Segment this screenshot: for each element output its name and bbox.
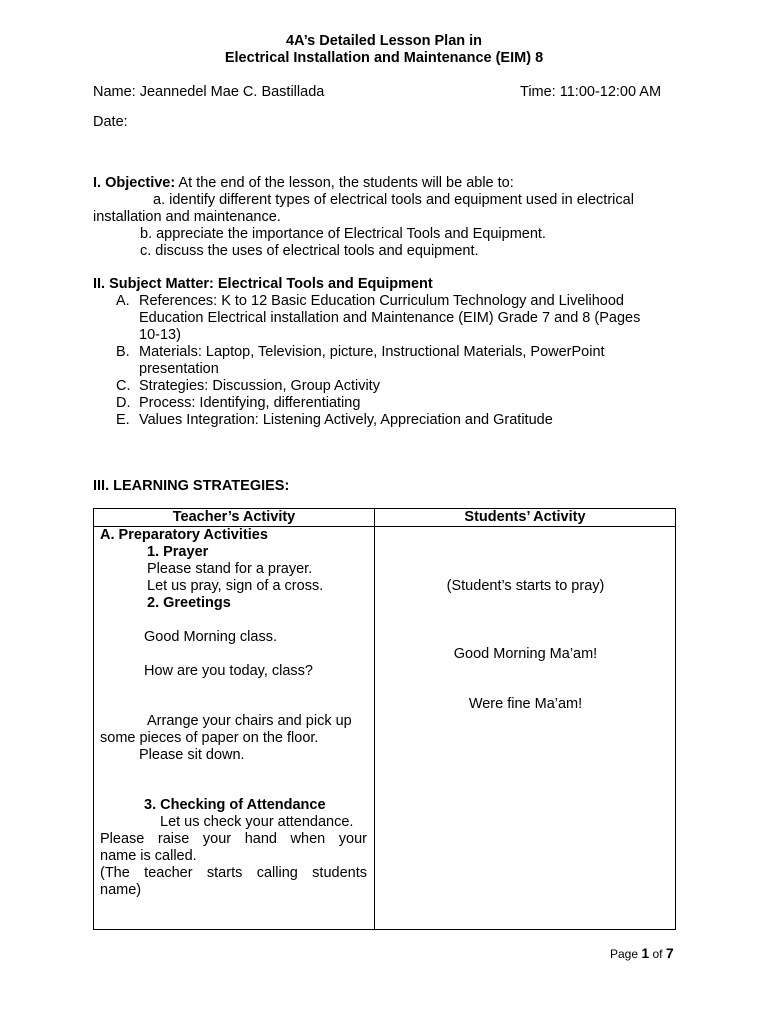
preparatory-activities-heading: A. Preparatory Activities [100, 527, 268, 543]
subject-item-a-line2: Education Electrical installation and Maintenance (EIM) Grade 7 and 8 (Pages [139, 310, 641, 326]
student-response-pray: (Student’s starts to pray) [446, 578, 605, 594]
students-activity-cell [375, 527, 676, 930]
learning-activities-table [93, 508, 676, 930]
attendance-line5: name) [100, 882, 142, 898]
table-row [94, 527, 676, 930]
of-word: of [649, 947, 666, 961]
prayer-line1: Please stand for a prayer. [147, 561, 313, 577]
subject-item-a-line3: 10-13) [139, 327, 181, 343]
attendance-line2: Please raise your hand when your [100, 831, 367, 847]
objective-intro [93, 175, 514, 192]
document-title-line2: Electrical Installation and Maintenance (EIM) 8 [224, 50, 544, 66]
greeting-line1: Good Morning class. [144, 629, 277, 645]
page-word: Page [610, 947, 642, 961]
objective-c: c. discuss the uses of electrical tools and equipment. [140, 243, 479, 259]
greeting-line2: How are you today, class? [144, 663, 313, 679]
subject-matter-heading: II. Subject Matter: Electrical Tools and Equipment [93, 276, 433, 292]
greetings-heading: 2. Greetings [147, 595, 231, 611]
subject-item-a-marker: A. [116, 293, 130, 309]
arrange-line1: Arrange your chairs and pick up [147, 713, 352, 729]
student-response-greet: Good Morning Ma’am! [453, 646, 598, 662]
subject-item-a-line1: References: K to 12 Basic Education Curriculum Technology and Livelihood [139, 293, 624, 309]
subject-item-d-line1: Process: Identifying, differentiating [139, 395, 361, 411]
subject-item-b-line1: Materials: Laptop, Television, picture, Instructional Materials, PowerPoint [139, 344, 605, 360]
lesson-time: Time: 11:00-12:00 AM [520, 84, 662, 100]
subject-item-e-marker: E. [116, 412, 130, 428]
page-number: 1 [641, 945, 650, 961]
arrange-line2: some pieces of paper on the floor. [100, 730, 319, 746]
attendance-line3: name is called. [100, 848, 197, 864]
subject-item-b-line2: presentation [139, 361, 219, 377]
student-response-fine: Were fine Ma’am! [468, 696, 583, 712]
document-title-line1: 4A’s Detailed Lesson Plan in [285, 33, 483, 49]
teacher-activity-cell [94, 527, 375, 930]
objective-heading: I. Objective: [93, 175, 176, 191]
prayer-line2: Let us pray, sign of a cross. [147, 578, 324, 594]
teacher-activity-header: Teacher’s Activity [94, 509, 375, 527]
objective-a-line1: a. identify different types of electrical tools and equipment used in electrical [153, 192, 634, 208]
subject-item-e-line1: Values Integration: Listening Actively, Appreciation and Gratitude [139, 412, 553, 428]
page-indicator [610, 945, 674, 961]
page-total: 7 [665, 945, 674, 961]
learning-strategies-heading: III. LEARNING STRATEGIES: [93, 478, 290, 494]
attendance-heading: 3. Checking of Attendance [144, 797, 326, 813]
subject-item-b-marker: B. [116, 344, 130, 360]
attendance-line4: (The teacher starts calling students [100, 865, 367, 881]
attendance-line1: Let us check your attendance. [160, 814, 354, 830]
prayer-heading: 1. Prayer [147, 544, 209, 560]
objective-a-line2: installation and maintenance. [93, 209, 281, 225]
objective-intro-text: At the end of the lesson, the students will be able to: [175, 175, 514, 191]
subject-item-c-line1: Strategies: Discussion, Group Activity [139, 378, 380, 394]
objective-b: b. appreciate the importance of Electrical Tools and Equipment. [140, 226, 546, 242]
table-header-row [94, 509, 676, 527]
students-activity-header: Students’ Activity [375, 509, 676, 527]
subject-item-d-marker: D. [116, 395, 131, 411]
lesson-date: Date: [93, 114, 128, 130]
teacher-name: Name: Jeannedel Mae C. Bastillada [93, 84, 325, 100]
arrange-line3: Please sit down. [139, 747, 245, 763]
subject-item-c-marker: C. [116, 378, 131, 394]
